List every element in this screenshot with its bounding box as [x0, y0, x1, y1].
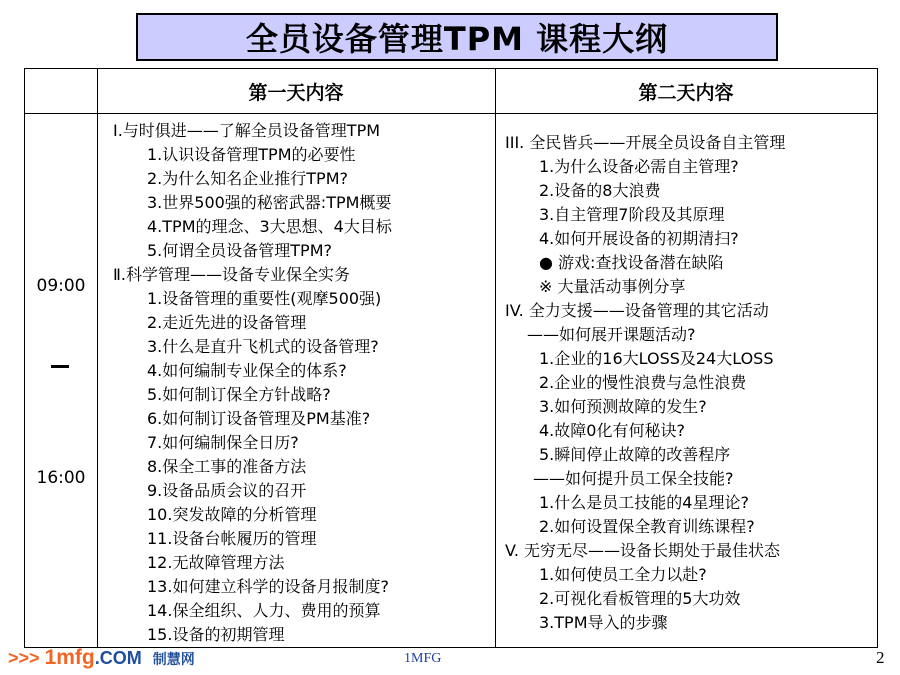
list-item: ● 游戏:查找设备潜在缺陷	[539, 253, 724, 272]
divider	[25, 113, 877, 114]
logo-dotcom: .COM	[94, 648, 142, 668]
list-item: 3.自主管理7阶段及其原理	[539, 205, 725, 224]
list-item: 5.瞬间停止故障的改善程序	[539, 445, 731, 464]
list-item: ※ 大量活动事例分享	[539, 277, 686, 296]
day1-content	[113, 119, 392, 647]
page-title: 全员设备管理TPM 课程大纲	[136, 13, 778, 61]
list-item: 10.突发故障的分析管理	[147, 505, 317, 524]
list-item: 1.认识设备管理TPM的必要性	[147, 145, 356, 164]
logo-arrows: >>>	[8, 648, 40, 668]
list-item: 1.什么是员工技能的4星理论?	[539, 493, 749, 512]
section-heading: IV. 全力支援——设备管理的其它活动	[505, 301, 769, 320]
list-item: 4.TPM的理念、3大思想、4大目标	[147, 217, 392, 236]
list-item: 1.如何使员工全力以赴?	[539, 565, 707, 584]
list-item: 15.设备的初期管理	[147, 625, 285, 644]
list-item: 13.如何建立科学的设备月报制度?	[147, 577, 389, 596]
list-item: ——如何展开课题活动?	[527, 325, 696, 344]
list-item: 4.如何开展设备的初期清扫?	[539, 229, 739, 248]
footer-label: 1MFG	[404, 651, 442, 666]
time-end: 16:00	[36, 468, 86, 488]
list-item: 3.TPM导入的步骤	[539, 613, 668, 632]
list-item: 2.设备的8大浪费	[539, 181, 661, 200]
list-item: 5.如何制订保全方针战略?	[147, 385, 331, 404]
list-item: 4.故障0化有何秘诀?	[539, 421, 685, 440]
list-item: 1.设备管理的重要性(观摩500强)	[147, 289, 382, 308]
list-item: 1.为什么设备必需自主管理?	[539, 157, 739, 176]
list-item: 14.保全组织、人力、费用的预算	[147, 601, 381, 620]
list-item: 12.无故障管理方法	[147, 553, 285, 572]
list-item: 3.什么是直升飞机式的设备管理?	[147, 337, 379, 356]
section-heading: III. 全民皆兵——开展全员设备自主管理	[505, 133, 786, 152]
list-item: 2.如何设置保全教育训练课程?	[539, 517, 755, 536]
list-item: 2.企业的慢性浪费与急性浪费	[539, 373, 747, 392]
list-item: 9.设备品质会议的召开	[147, 481, 307, 500]
site-logo	[8, 646, 195, 670]
list-item: 1.企业的16大LOSS及24大LOSS	[539, 349, 774, 368]
list-item: ——如何提升员工保全技能?	[533, 469, 734, 488]
section-heading: Ⅰ.与时俱进——了解全员设备管理TPM	[113, 121, 381, 140]
list-item: 2.可视化看板管理的5大功效	[539, 589, 741, 608]
header-day1: 第一天内容	[248, 81, 344, 104]
logo-cn: 制慧网	[152, 651, 195, 667]
list-item: 5.何谓全员设备管理TPM?	[147, 241, 332, 260]
day2-content	[505, 131, 785, 635]
list-item: 7.如何编制保全日历?	[147, 433, 299, 452]
section-heading: V. 无穷无尽——设备长期处于最佳状态	[505, 541, 781, 560]
section-heading: Ⅱ.科学管理——设备专业保全实务	[113, 265, 350, 284]
list-item: 3.如何预测故障的发生?	[539, 397, 707, 416]
page-number: 2	[876, 648, 885, 667]
course-table	[24, 68, 878, 648]
divider	[495, 69, 496, 647]
list-item: 2.为什么知名企业推行TPM?	[147, 169, 348, 188]
logo-brand: 1mfg	[44, 646, 95, 669]
list-item: 4.如何编制专业保全的体系?	[147, 361, 347, 380]
list-item: 3.世界500强的秘密武器:TPM概要	[147, 193, 392, 212]
list-item: 2.走近先进的设备管理	[147, 313, 307, 332]
list-item: 6.如何制订设备管理及PM基准?	[147, 409, 371, 428]
divider	[97, 69, 98, 647]
list-item: 11.设备台帐履历的管理	[147, 529, 317, 548]
list-item: 8.保全工事的准备方法	[147, 457, 307, 476]
header-day2: 第二天内容	[638, 81, 734, 104]
time-start: 09:00	[36, 276, 86, 296]
time-separator	[51, 365, 69, 368]
